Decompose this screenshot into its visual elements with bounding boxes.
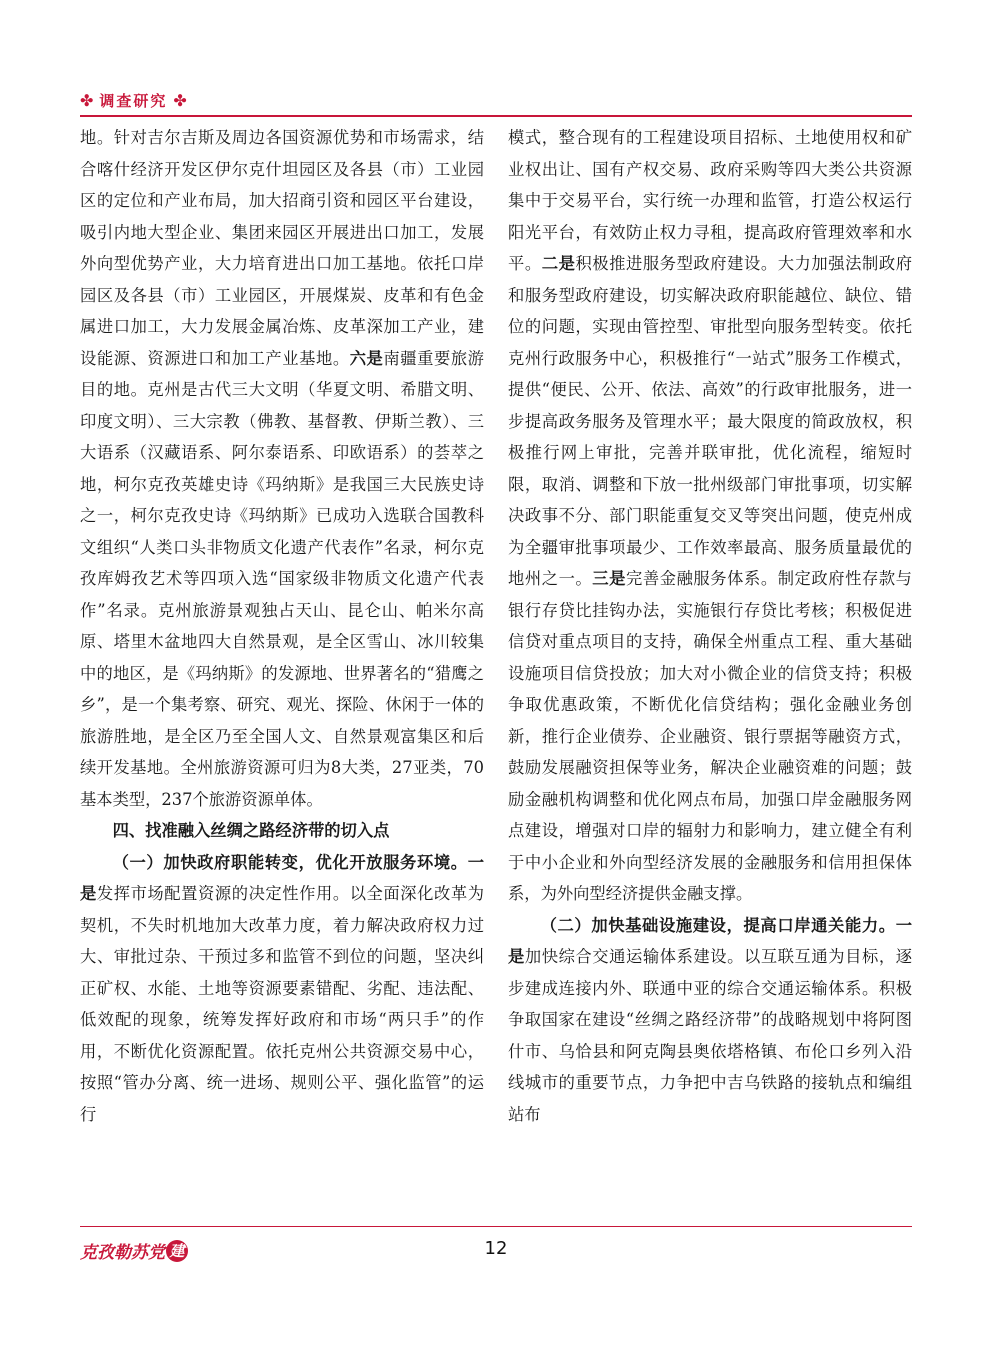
left-paragraph-1: [80, 122, 484, 815]
left-paragraph-2: [80, 847, 484, 1131]
section-heading-4: 四、找准融入丝绸之路经济带的切入点: [112, 821, 390, 840]
ornament-icon: ✤: [80, 90, 94, 110]
footer-rule: [80, 1226, 912, 1227]
ornament-icon: ✤: [173, 90, 187, 110]
paragraph-text: 完善金融服务体系。制定政府性存款与银行存贷比挂钩办法，实施银行存贷比考核；积极促进信贷对重点项目的支持，确保全州重点工程、重大基础设施项目信贷投放；加大对小微企业的信贷支持；积极争取优惠政策，不断优化信贷结构；强化金融业务创新，推行企业债券、企业融资、银行票据等融资方式，鼓励发展融资担保等业务，解决企业融资难的问题；鼓励金融机构调整和优化网点布局，加强口岸金融服务网点建设，增强对口岸的辐射力和影响力，建立健全有利于中小企业和外向型经济发展的金融服务和信用担保体系，为外向型经济提供金融支撑。: [508, 569, 912, 903]
right-paragraph-2: [508, 910, 912, 1131]
header-rule: [80, 115, 912, 117]
brand-badge: 建: [166, 1240, 188, 1262]
emphasis-text: 三是: [592, 569, 626, 588]
section-title: 调查研究: [99, 92, 168, 110]
emphasis-text: 一是: [508, 915, 912, 966]
paragraph-text: 积极推进服务型政府建设。大力加强法制政府和服务型政府建设，切实解决政府职能越位、缺位、错位的问题，实现由管控型、审批型向服务型转变。依托克州行政服务中心，积极推行“一站式”服务工作模式，提供“便民、公开、依法、高效”的行政审批服务，进一步提高政务服务及管理水平；最大限度的简政放权，积极推行网上审批，完善并联审批，优化流程，缩短时限，取消、调整和下放一批州级部门审批事项，切实解决政事不分、部门职能重复交叉等突出问题，使克州成为全疆审批事项最少、工作效率最高、服务质量最优的地州之一。: [508, 254, 912, 588]
emphasis-text: 一是: [80, 852, 484, 903]
paragraph-text: 地。针对吉尔吉斯及周边各国资源优势和市场需求，结合喀什经济开发区伊尔克什坦园区及各县（市）工业园区的定位和产业布局，加大招商引资和园区平台建设，吸引内地大型企业、集团来园区开展进出口加工，发展外向型优势产业，大力培育进出口加工基地。依托口岸园区及各县（市）工业园区，开展煤炭、皮革和有色金属进口加工，大力发展金属冶炼、皮革深加工产业，建设能源、资源进口和加工产业基地。: [80, 128, 484, 368]
page-number: 12: [484, 1238, 508, 1259]
emphasis-text: 二是: [541, 254, 576, 273]
right-paragraph-1: [508, 122, 912, 910]
paragraph-text: 模式，整合现有的工程建设项目招标、土地使用权和矿业权出让、国有产权交易、政府采购等四大类公共资源集中于交易平台，实行统一办理和监管，打造公权运行阳光平台，有效防止权力寻租，提高政府管理效率和水平。: [508, 128, 912, 273]
emphasis-text: 六是: [349, 348, 384, 368]
right-column: [508, 122, 912, 1217]
paragraph-text: 发挥市场配置资源的决定性作用。以全面深化改革为契机，不失时机地加大改革力度，着力解决政府权力过大、审批过杂、干预过多和监管不到位的问题，坚决纠正矿权、水能、土地等资源要素错配、劣配、违法配、低效配的现象，统筹发挥好政府和市场“两只手”的作用，不断优化资源配置。依托克州公共资源交易中心，按照“管办分离、统一进场、规则公平、强化监管”的运行: [80, 884, 484, 1124]
brand-text: 克孜勒苏党: [80, 1243, 165, 1263]
left-column: [80, 122, 484, 1217]
subsection-title: （二）加快基础设施建设，提高口岸通关能力。: [540, 915, 896, 935]
section-header: [80, 90, 187, 111]
subsection-title: （一）加快政府职能转变，优化开放服务环境。: [112, 852, 468, 872]
paragraph-text: 南疆重要旅游目的地。克州是古代三大文明（华夏文明、希腊文明、印度文明）、三大宗教（佛教、基督教、伊斯兰教）、三大语系（汉藏语系、阿尔泰语系、印欧语系）的荟萃之地，柯尔克孜英雄史诗《玛纳斯》是我国三大民族史诗之一，柯尔克孜史诗《玛纳斯》已成功入选联合国教科文组织“人类口头非物质文化遗产代表作”名录，柯尔克孜库姆孜艺术等四项入选“国家级非物质文化遗产代表作”名录。克州旅游景观独占天山、昆仑山、帕米尔高原、塔里木盆地四大自然景观，是全区雪山、冰川较集中的地区，是《玛纳斯》的发源地、世界著名的“猎鹰之乡”，是一个集考察、研究、观光、探险、休闲于一体的旅游胜地，是全区乃至全国人文、自然景观富集区和后续开发基地。全州旅游资源可归为8大类，27亚类，70基本类型，237个旅游资源单体。: [80, 348, 484, 809]
paragraph-text: 加快综合交通运输体系建设。以互联互通为目标，逐步建成连接内外、联通中亚的综合交通运输体系。积极争取国家在建设“丝绸之路经济带”的战略规划中将阿图什市、乌恰县和阿克陶县奥依塔格镇、布伦口乡列入沿线城市的重要节点，力争把中吉乌铁路的接轨点和编组站布: [508, 947, 912, 1124]
